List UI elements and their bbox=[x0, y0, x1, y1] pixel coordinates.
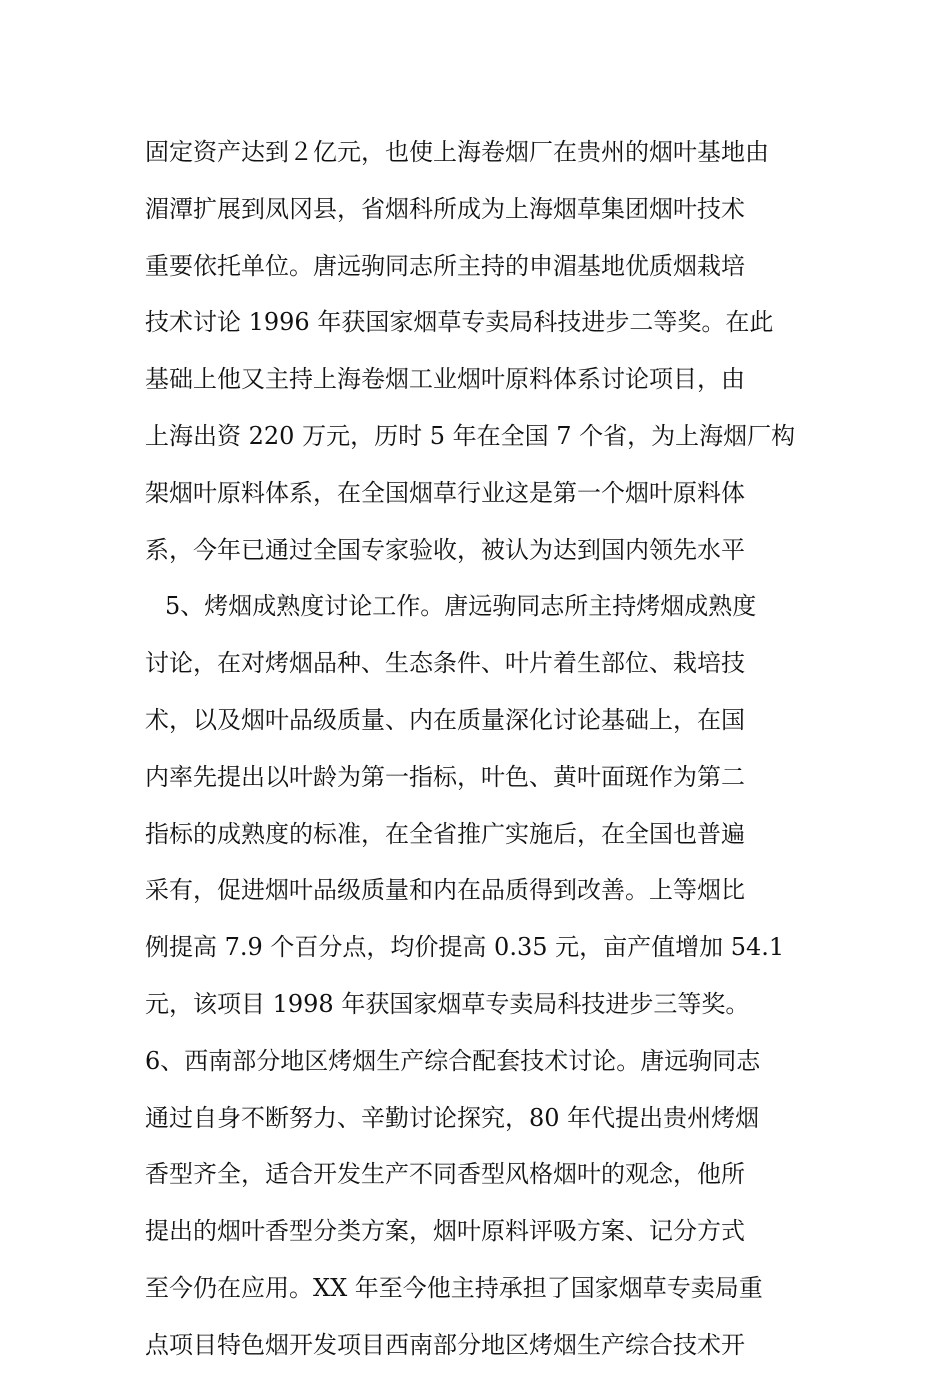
section-5-heading-line: 5、烤烟成熟度讨论工作。唐远驹同志所主持烤烟成熟度 bbox=[165, 592, 757, 621]
text-line: 系，今年已通过全国专家验收，被认为达到国内领先水平 bbox=[145, 535, 745, 564]
text-line: 香型齐全，适合开发生产不同香型风格烟叶的观念，他所 bbox=[145, 1160, 745, 1189]
text-line: 固定资产达到２亿元，也使上海卷烟厂在贵州的烟叶基地由 bbox=[145, 138, 769, 166]
text-line: 提出的烟叶香型分类方案，烟叶原料评吸方案、记分方式 bbox=[145, 1217, 745, 1246]
text-line: 讨论，在对烤烟品种、生态条件、叶片着生部位、栽培技 bbox=[145, 649, 745, 678]
body-text bbox=[145, 124, 825, 1374]
text-line: 元，该项目 1998 年获国家烟草专卖局科技进步三等奖。 bbox=[145, 989, 750, 1018]
text-line: 基础上他又主持上海卷烟工业烟叶原料体系讨论项目，由 bbox=[145, 365, 745, 394]
text-line: 重要依托单位。唐远驹同志所主持的申湄基地优质烟栽培 bbox=[145, 251, 745, 280]
text-line: 技术讨论 1996 年获国家烟草专卖局科技进步二等奖。在此 bbox=[145, 308, 774, 337]
text-line: 点项目特色烟开发项目西南部分地区烤烟生产综合技术开 bbox=[145, 1330, 745, 1359]
text-line: 湄潭扩展到凤冈县，省烟科所成为上海烟草集团烟叶技术 bbox=[145, 194, 745, 223]
text-line: 术，以及烟叶品级质量、内在质量深化讨论基础上，在国 bbox=[145, 705, 745, 734]
section-6-heading-line: 6、西南部分地区烤烟生产综合配套技术讨论。唐远驹同志 bbox=[145, 1046, 761, 1075]
text-line: 指标的成熟度的标准，在全省推广实施后，在全国也普遍 bbox=[145, 819, 745, 848]
text-line: 上海出资 220 万元，历时 5 年在全国 7 个省，为上海烟厂构 bbox=[145, 421, 796, 450]
text-line: 采有，促进烟叶品级质量和内在品质得到改善。上等烟比 bbox=[145, 876, 745, 905]
text-line: 通过自身不断努力、辛勤讨论探究，80 年代提出贵州烤烟 bbox=[145, 1103, 760, 1132]
text-line: 至今仍在应用。XX 年至今他主持承担了国家烟草专卖局重 bbox=[145, 1273, 763, 1302]
text-line: 内率先提出以叶龄为第一指标，叶色、黄叶面斑作为第二 bbox=[145, 762, 745, 791]
text-line: 架烟叶原料体系，在全国烟草行业这是第一个烟叶原料体 bbox=[145, 478, 745, 507]
text-line: 例提高 7.9 个百分点，均价提高 0.35 元，亩产值增加 54.1 bbox=[145, 933, 785, 962]
